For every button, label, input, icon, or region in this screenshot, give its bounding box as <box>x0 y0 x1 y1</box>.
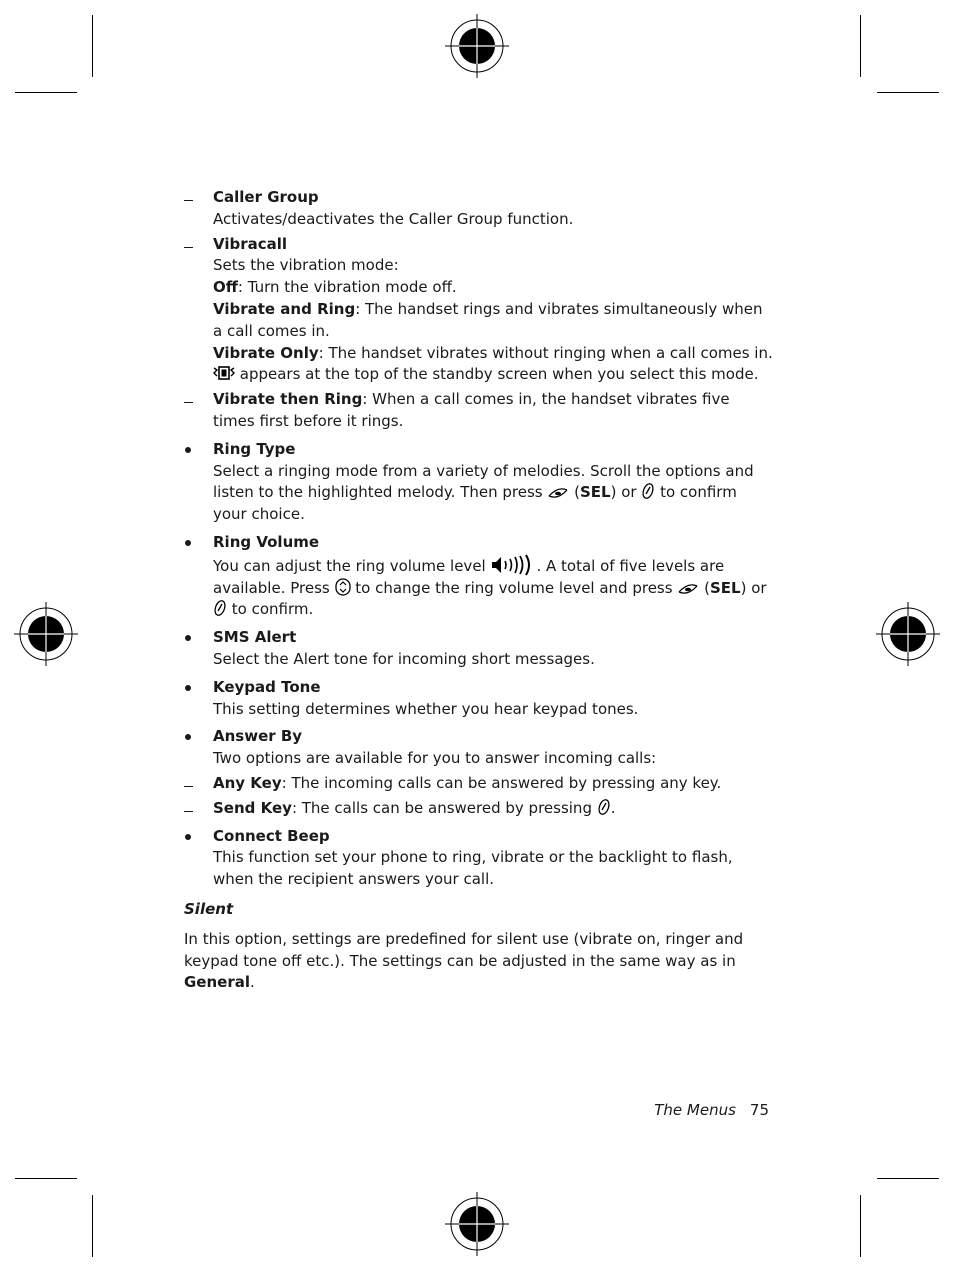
item-text: Two options are available for you to answer incoming calls: <box>213 749 657 768</box>
registration-mark-icon <box>445 14 509 78</box>
crop-mark <box>860 15 861 77</box>
registration-mark-icon <box>14 602 78 666</box>
item-title: Answer By <box>213 727 303 746</box>
item-text: Sets the vibration mode: <box>213 256 399 275</box>
list-item-send-key <box>184 798 774 820</box>
select-key-icon <box>547 486 569 500</box>
crop-mark <box>92 1195 93 1257</box>
item-text: Select a ringing mode from a variety of melodies. Scroll the options and listen to the highlighted melody. Then press (SEL) or to confirm your choice. <box>213 461 754 524</box>
option-off: Off: Turn the vibration mode off. <box>213 278 457 297</box>
item-title: Caller Group <box>213 188 319 206</box>
option-vibrate-and-ring: Vibrate and Ring: The handset rings and vibrates simultaneously when a call comes in. <box>213 299 763 340</box>
item-text: Activates/deactivates the Caller Group function. <box>213 209 574 228</box>
send-key-icon <box>641 482 655 500</box>
item-text: Select the Alert tone for incoming short messages. <box>213 649 595 668</box>
item-title: SMS Alert <box>213 628 297 647</box>
page-content <box>184 187 774 994</box>
item-text: Send Key: The calls can be answered by pressing . <box>213 798 616 817</box>
list-item-vibrate-then-ring <box>184 389 774 433</box>
volume-icon <box>490 554 536 576</box>
select-key-icon <box>677 582 699 596</box>
crop-mark <box>877 1178 939 1179</box>
vibrate-icon <box>213 364 235 382</box>
nav-key-icon <box>335 578 351 596</box>
crop-mark <box>877 92 939 93</box>
registration-mark-icon <box>876 602 940 666</box>
crop-mark <box>92 15 93 77</box>
item-title: Keypad Tone <box>213 677 321 696</box>
section-heading-silent: Silent <box>184 899 234 918</box>
page-footer <box>654 1101 769 1119</box>
item-text: This setting determines whether you hear keypad tones. <box>213 699 639 718</box>
crop-mark <box>15 92 77 93</box>
crop-mark <box>15 1178 77 1179</box>
option-vibrate-only: Vibrate Only: The handset vibrates without ringing when a call comes in. <box>213 343 773 362</box>
list-item-keypad-tone <box>184 677 774 721</box>
list-item-ring-volume <box>184 532 774 621</box>
list-item-connect-beep <box>184 826 774 891</box>
item-text: Any Key: The incoming calls can be answered by pressing any key. <box>213 773 722 792</box>
send-key-icon <box>213 599 227 617</box>
item-text: Vibrate then Ring: When a call comes in, the handset vibrates five times first before it rings. <box>213 390 730 430</box>
list-item-any-key <box>184 773 774 795</box>
crop-mark <box>860 1195 861 1257</box>
registration-mark-icon <box>445 1192 509 1256</box>
item-text: This function set your phone to ring, vibrate or the backlight to flash, when the recipient answers your call. <box>213 848 733 889</box>
item-title: Connect Beep <box>213 826 330 845</box>
send-key-icon <box>597 798 611 816</box>
list-item-ring-type <box>184 439 774 526</box>
list-item-sms-alert <box>184 627 774 671</box>
item-text: You can adjust the ring volume level . A total of five levels are available. Press to change the ring volume level and press (SEL) or to confirm. <box>213 554 774 621</box>
item-title: Ring Type <box>213 439 296 458</box>
list-item-answer-by <box>184 726 774 770</box>
chapter-title: The Menus <box>654 1101 736 1119</box>
item-title: Vibracall <box>213 234 288 253</box>
page-number: 75 <box>749 1101 769 1119</box>
list-item-vibracall <box>184 234 774 387</box>
silent-paragraph: In this option, settings are predefined for silent use (vibrate on, ringer and keypad tone off etc.). The settings can be adjusted in the same way as in General. <box>184 929 744 992</box>
vibrate-note: appears at the top of the standby screen when you select this mode. <box>213 364 774 386</box>
list-item-caller-group <box>184 187 774 231</box>
item-title: Ring Volume <box>213 532 320 551</box>
